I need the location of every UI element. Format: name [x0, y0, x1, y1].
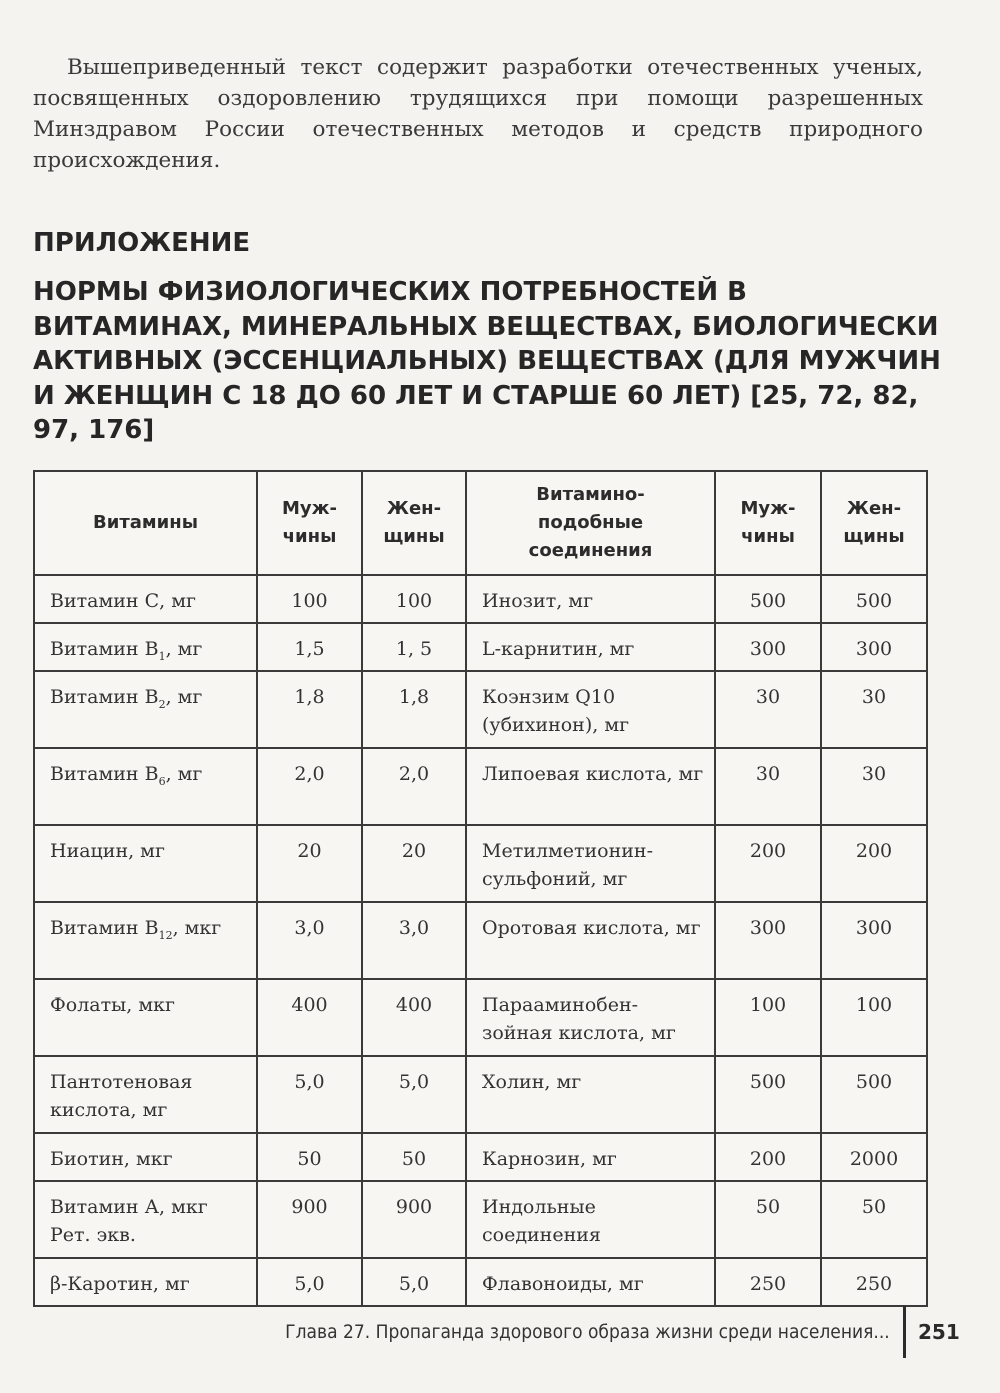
men-value-2: 30 — [715, 748, 821, 825]
women-value: 5,0 — [362, 1056, 466, 1133]
compound-name: L-карнитин, мг — [466, 623, 715, 671]
norms-table — [33, 470, 928, 1307]
men-value-2: 300 — [715, 623, 821, 671]
vitamin-unit: , мг — [165, 638, 203, 660]
compound-name: Липоевая кислота, мг — [466, 748, 715, 825]
vitamin-subscript: 12 — [158, 928, 173, 942]
vitamin-name-cell — [34, 1056, 257, 1133]
compound-name: Флавоноиды, мг — [466, 1258, 715, 1306]
vitamin-name: Витамин B — [50, 638, 159, 660]
page-number: 251 — [918, 1320, 960, 1344]
vitamin-name: Фолаты, мкг — [50, 994, 175, 1016]
men-value: 3,0 — [257, 902, 362, 979]
vitamin-name: Пантотеновая кислота, мг — [50, 1071, 193, 1121]
footer-divider — [903, 1306, 906, 1358]
vitamin-name: Ниацин, мг — [50, 840, 165, 862]
men-value: 1,8 — [257, 671, 362, 748]
vitamin-name: β-Каротин, мг — [50, 1273, 190, 1295]
men-value-2: 300 — [715, 902, 821, 979]
vitamin-name-cell — [34, 671, 257, 748]
table-row — [34, 1133, 927, 1181]
table-row — [34, 671, 927, 748]
header-women-2: Жен- щины — [821, 471, 927, 575]
table-row — [34, 825, 927, 902]
table-row — [34, 575, 927, 623]
table-row — [34, 902, 927, 979]
vitamin-name: Витамин С, мг — [50, 590, 196, 612]
men-value: 5,0 — [257, 1056, 362, 1133]
compound-name: Инозит, мг — [466, 575, 715, 623]
compound-name: Метилметионин-сульфоний, мг — [466, 825, 715, 902]
vitamin-name-cell — [34, 825, 257, 902]
vitamin-name-cell — [34, 1181, 257, 1258]
men-value: 400 — [257, 979, 362, 1056]
women-value: 2,0 — [362, 748, 466, 825]
women-value: 900 — [362, 1181, 466, 1258]
men-value-2: 200 — [715, 825, 821, 902]
vitamin-subscript: 2 — [158, 697, 166, 711]
vitamin-name: Витамин B — [50, 917, 159, 939]
compound-name: Холин, мг — [466, 1056, 715, 1133]
men-value: 50 — [257, 1133, 362, 1181]
women-value: 20 — [362, 825, 466, 902]
table-row — [34, 623, 927, 671]
vitamin-subscript: 6 — [158, 774, 166, 788]
vitamin-unit: , мг — [165, 763, 203, 785]
header-vitamins — [34, 471, 257, 575]
compound-name: Карнозин, мг — [466, 1133, 715, 1181]
appendix-heading: ПРИЛОЖЕНИЕ — [33, 228, 251, 258]
women-value-2: 100 — [821, 979, 927, 1056]
table-row — [34, 1181, 927, 1258]
vitamin-unit: , мкг — [172, 917, 222, 939]
women-value-2: 200 — [821, 825, 927, 902]
men-value-2: 100 — [715, 979, 821, 1056]
vitamin-name-cell — [34, 575, 257, 623]
table-row — [34, 748, 927, 825]
women-value: 1,8 — [362, 671, 466, 748]
vitamin-name: Витамин B — [50, 763, 159, 785]
vitamin-name: Витамин B — [50, 686, 159, 708]
women-value: 3,0 — [362, 902, 466, 979]
header-men: Муж- чины — [257, 471, 362, 575]
intro-paragraph: Вышеприведенный текст содержит разработки отечественных ученых, посвященных оздоровлению трудящихся при помощи разрешенных Минздравом России отечественных методов и средств природного происхождения. — [33, 55, 923, 173]
women-value: 400 — [362, 979, 466, 1056]
table-header-row — [34, 471, 927, 575]
header-vitamins-label: Витамины — [93, 512, 198, 533]
men-value-2: 250 — [715, 1258, 821, 1306]
vitamin-name: Витамин А, мкг Рет. экв. — [50, 1196, 208, 1246]
women-value-2: 2000 — [821, 1133, 927, 1181]
women-value: 5,0 — [362, 1258, 466, 1306]
men-value: 1,5 — [257, 623, 362, 671]
men-value-2: 500 — [715, 575, 821, 623]
table-row — [34, 1258, 927, 1306]
table-title: НОРМЫ ФИЗИОЛОГИЧЕСКИХ ПОТРЕБНОСТЕЙ В ВИТАМИНАХ, МИНЕРАЛЬНЫХ ВЕЩЕСТВАХ, БИОЛОГИЧЕСКИ АКТИВНЫХ (ЭССЕНЦИАЛЬНЫХ) ВЕЩЕСТВАХ (ДЛЯ МУЖЧИН И ЖЕНЩИН С 18 ДО 60 ЛЕТ И СТАРШЕ 60 ЛЕТ) [25, 72, 82, 97, 176] — [33, 277, 941, 445]
header-men-2: Муж- чины — [715, 471, 821, 575]
men-value: 20 — [257, 825, 362, 902]
women-value-2: 250 — [821, 1258, 927, 1306]
women-value: 1, 5 — [362, 623, 466, 671]
header-vitamin-like: Витамино- подобные соединения — [466, 471, 715, 575]
vitamin-name: Биотин, мкг — [50, 1148, 173, 1170]
men-value-2: 200 — [715, 1133, 821, 1181]
women-value-2: 300 — [821, 902, 927, 979]
header-women: Жен- щины — [362, 471, 466, 575]
vitamin-subscript: 1 — [158, 649, 166, 663]
men-value: 2,0 — [257, 748, 362, 825]
footer-chapter: Глава 27. Пропаганда здорового образа жизни среди населения... — [285, 1321, 890, 1343]
vitamin-name-cell — [34, 1258, 257, 1306]
vitamin-name-cell — [34, 902, 257, 979]
compound-name: Парааминобен-зойная кислота, мг — [466, 979, 715, 1056]
men-value-2: 30 — [715, 671, 821, 748]
women-value-2: 500 — [821, 1056, 927, 1133]
vitamin-name-cell — [34, 748, 257, 825]
men-value-2: 500 — [715, 1056, 821, 1133]
men-value: 900 — [257, 1181, 362, 1258]
women-value-2: 30 — [821, 671, 927, 748]
compound-name: Коэнзим Q10 (убихинон), мг — [466, 671, 715, 748]
vitamin-name-cell — [34, 1133, 257, 1181]
table-row — [34, 1056, 927, 1133]
vitamin-unit: , мг — [165, 686, 203, 708]
women-value-2: 50 — [821, 1181, 927, 1258]
vitamin-name-cell — [34, 623, 257, 671]
women-value: 50 — [362, 1133, 466, 1181]
table-row — [34, 979, 927, 1056]
women-value-2: 30 — [821, 748, 927, 825]
vitamin-name-cell — [34, 979, 257, 1056]
compound-name: Индольные соединения — [466, 1181, 715, 1258]
women-value-2: 500 — [821, 575, 927, 623]
compound-name: Оротовая кислота, мг — [466, 902, 715, 979]
men-value-2: 50 — [715, 1181, 821, 1258]
men-value: 100 — [257, 575, 362, 623]
men-value: 5,0 — [257, 1258, 362, 1306]
women-value: 100 — [362, 575, 466, 623]
women-value-2: 300 — [821, 623, 927, 671]
